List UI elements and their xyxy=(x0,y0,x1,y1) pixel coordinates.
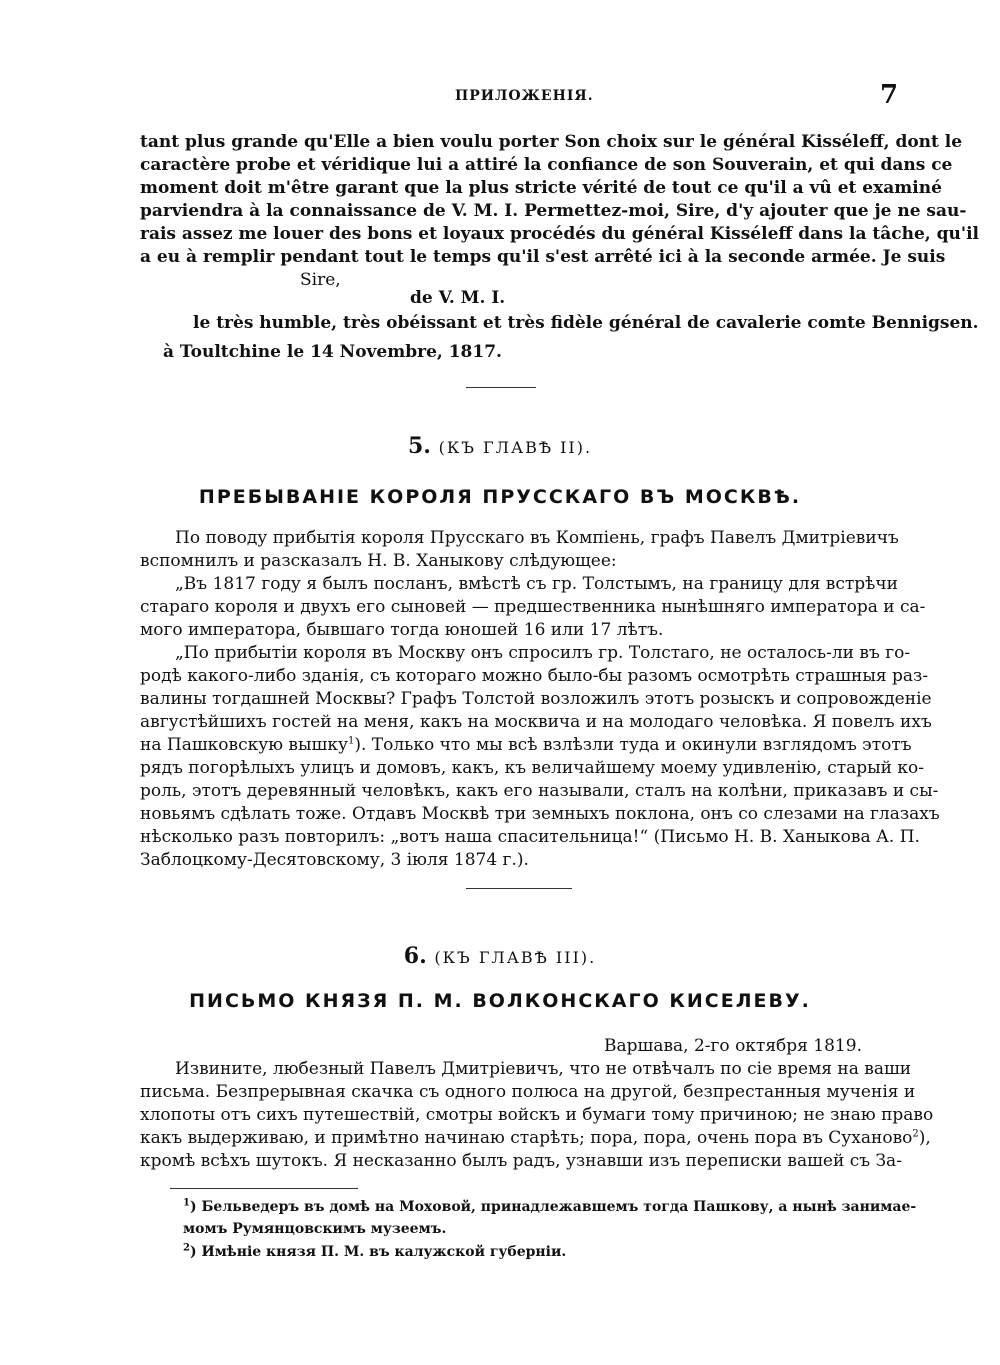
body-line-part: на Пашковскую вышку$^1$ xyxy=(140,735,355,755)
letter-line: tant plus grande qu'Elle a bien voulu porter Son choix sur le général Kisséleff, dont le xyxy=(140,132,963,152)
section-6-chapter: (КЪ ГЛАВѢ III). xyxy=(434,948,597,967)
body-line: мого императора, бывшаго тогда юношей 16 или 17 лѣтъ. xyxy=(140,620,664,640)
section-6-title: ПИСЬМО КНЯЗЯ П. М. ВОЛКОНСКАГО КИСЕЛЕВУ. xyxy=(189,990,811,1012)
divider xyxy=(466,888,572,889)
footnote-1-mark: 1 xyxy=(183,1197,190,1209)
page-number: 7 xyxy=(880,80,899,110)
body-line: новьямъ сдѣлать тоже. Отдавъ Москвѣ три земныхъ поклона, онъ со слезами на глазахъ xyxy=(140,804,940,824)
footnote-ref-1: 1 xyxy=(347,735,355,747)
footnote-1-cont: момъ Румянцовскимъ музеемъ. xyxy=(183,1221,447,1237)
body-line xyxy=(140,1127,931,1149)
body-line-part: какъ выдерживаю, и примѣтно начинаю старѣть; пора, пора, очень пора въ Суханово$^2$), xyxy=(140,1128,931,1148)
body-line: вспомнилъ и разсказалъ Н. В. Ханыкову слѣдующее: xyxy=(140,551,617,571)
footnote-separator xyxy=(170,1188,358,1189)
letter-line: a eu à remplir pendant tout le temps qu'il s'est arrêté ici à la seconde armée. Je suis xyxy=(140,247,946,267)
section-5-title: ПРЕБЫВАНІЕ КОРОЛЯ ПРУССКАГО ВЪ МОСКВѢ. xyxy=(198,486,802,508)
letter-de: de V. M. I. xyxy=(410,288,506,308)
section-5-number: 5. xyxy=(407,433,431,459)
body-line: рядъ погорѣлыхъ улицъ и домовъ, какъ, къ величайшему моему удивленію, старый ко- xyxy=(140,758,925,778)
divider xyxy=(466,387,536,388)
letter-place-date: à Toultchine le 14 Novembre, 1817. xyxy=(163,342,502,362)
running-header-title: ПРИЛОЖЕНІЯ. xyxy=(455,88,594,104)
body-line: „Въ 1817 году я былъ посланъ, вмѣстѣ съ гр. Толстымъ, на границу для встрѣчи xyxy=(175,574,898,594)
body-line: Заблоцкому-Десятовскому, 3 іюля 1874 г.). xyxy=(140,850,529,870)
section-5-heading xyxy=(0,433,1000,459)
footnote-2: $^2$) Имѣніе князя П. М. въ калужской губерніи. xyxy=(183,1242,567,1260)
body-line: кромѣ всѣхъ шутокъ. Я несказанно былъ радъ, узнавши изъ переписки вашей съ За- xyxy=(140,1151,902,1171)
body-line: стараго короля и двухъ его сыновей — предшественника нынѣшняго императора и са- xyxy=(140,597,926,617)
footnote-2-mark: 2 xyxy=(183,1242,190,1254)
body-line: валины тогдашней Москвы? Графъ Толстой возложилъ этотъ розыскъ и сопровожденіе xyxy=(140,689,932,709)
letter-salutation: Sire, xyxy=(300,270,341,290)
letter-signature: le très humble, très obéissant et très fidèle général de cavalerie comte Bennigsen. xyxy=(193,313,979,333)
letter-line: caractère probe et véridique lui a attiré la confiance de son Souverain, et qui dans ce xyxy=(140,155,953,175)
letter-line: rais assez me louer des bons et loyaux procédés du général Kisséleff dans la tâche, qu'il xyxy=(140,224,980,244)
body-line: Извините, любезный Павелъ Дмитріевичъ, что не отвѣчалъ по сіе время на ваши xyxy=(175,1059,912,1079)
body-line: хлопоты отъ сихъ путешествій, смотры войскъ и бумаги тому причиною; не знаю право xyxy=(140,1105,934,1125)
letter-line: moment doit m'être garant que la plus stricte vérité de tout ce qu'il a vû et examiné xyxy=(140,178,942,198)
body-line: роль, этотъ деревянный человѣкъ, какъ его называли, сталъ на колѣни, приказавъ и сы- xyxy=(140,781,939,801)
footnote-ref-2: 2 xyxy=(912,1128,919,1140)
body-line xyxy=(140,734,912,756)
section-6-number: 6. xyxy=(403,943,427,969)
body-line: „По прибытіи короля въ Москву онъ спросилъ гр. Толстаго, не осталось-ли въ го- xyxy=(175,643,911,663)
body-line: нѣсколько разъ повторилъ: „вотъ наша спасительница!“ (Письмо Н. В. Ханыкова А. П. xyxy=(140,827,920,847)
body-line: родѣ какого-либо зданія, съ котораго можно было-бы разомъ осмотрѣть страшныя раз- xyxy=(140,666,929,686)
body-line: письма. Безпрерывная скачка съ одного полюса на другой, безпрестанныя мученія и xyxy=(140,1082,916,1102)
section-5-chapter: (КЪ ГЛАВѢ II). xyxy=(438,438,593,457)
letter-line: parviendra à la connaissance de V. M. I. Permettez-moi, Sire, d'y ajouter que je ne sau- xyxy=(140,201,967,221)
footnote-1: $^1$) Бельведеръ въ домѣ на Моховой, принадлежавшемъ тогда Пашкову, а нынѣ занимае- xyxy=(183,1197,917,1215)
body-line-part: ). Только что мы всѣ взлѣзли туда и окинули взглядомъ этотъ xyxy=(354,735,912,755)
letter-place-date: Варшава, 2-го октября 1819. xyxy=(604,1036,862,1056)
body-line: По поводу прибытія короля Прусскаго въ Компіень, графъ Павелъ Дмитріевичъ xyxy=(175,528,899,548)
section-6-heading xyxy=(0,943,1000,969)
body-line: августѣйшихъ гостей на меня, какъ на москвича и на молодаго человѣка. Я повелъ ихъ xyxy=(140,712,932,732)
